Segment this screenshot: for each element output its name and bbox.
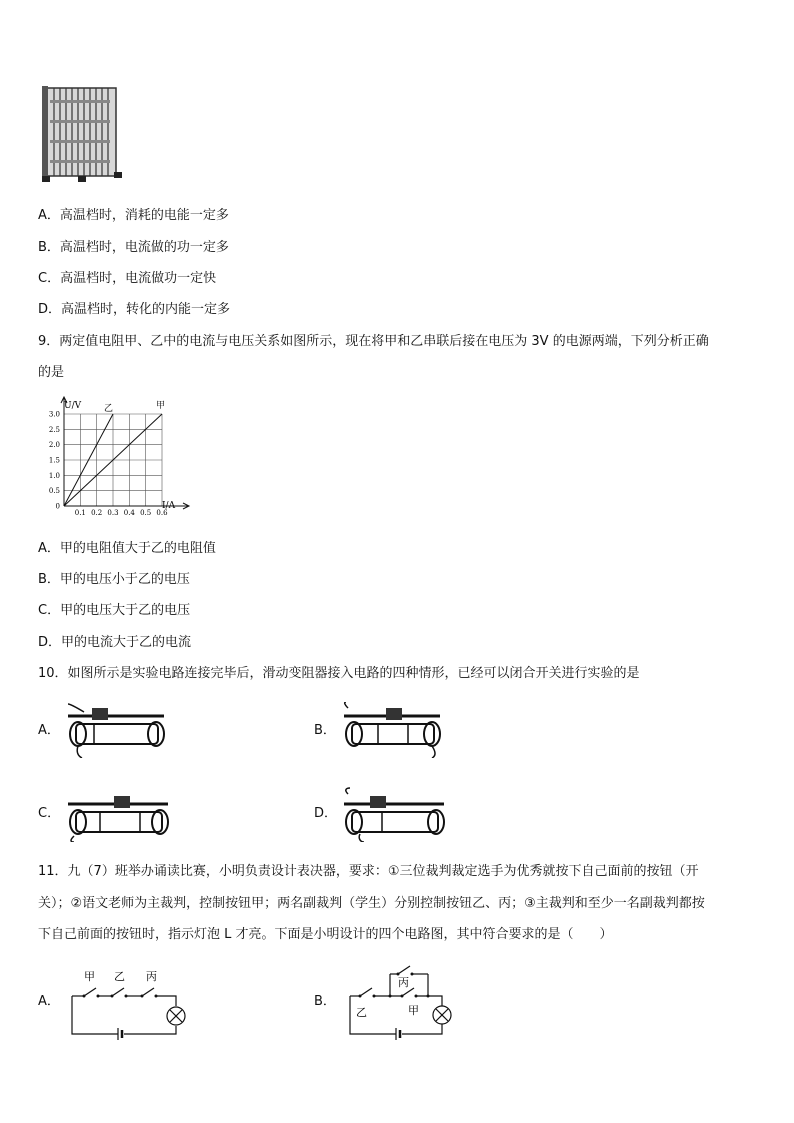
circuit-diagram-b xyxy=(346,960,458,1042)
x-tick-label: 0.4 xyxy=(123,509,135,517)
x-axis-label: I/A xyxy=(162,501,176,511)
y-tick-labels xyxy=(49,411,60,511)
series-label-yi: 乙 xyxy=(104,404,114,414)
x-tick-label: 0.2 xyxy=(91,509,103,517)
switch-label-bing: 丙 xyxy=(146,970,157,983)
oil-heater-image xyxy=(38,80,128,188)
q9-stem-line-2: 的是 xyxy=(38,365,65,380)
y-tick-label: 1.0 xyxy=(48,471,60,480)
q9-option-d: D．甲的电流大于乙的电流 xyxy=(38,635,192,650)
y-tick-label: 3.0 xyxy=(48,410,60,419)
q8-option-c: C．高温档时，电流做功一定快 xyxy=(38,271,217,286)
q8-option-d: D．高温档时，转化的内能一定多 xyxy=(38,302,231,317)
q10-stem: 10．如图所示是实验电路连接完毕后，滑动变阻器接入电路的四种情形，已经可以闭合开关进行实验的是 xyxy=(38,666,640,681)
q9-stem-line-1: 9．两定值电阻甲、乙中的电流与电压关系如图所示，现在将甲和乙串联后接在电压为 3V 的电源两端，下列分析正确 xyxy=(38,334,709,349)
q11-label-b: B． xyxy=(314,994,336,1009)
q10-label-b: B． xyxy=(314,723,336,738)
q11-label-a: A． xyxy=(38,994,60,1009)
switch-label-jia: 甲 xyxy=(84,970,95,983)
y-tick-label: 1.5 xyxy=(48,456,60,465)
y-tick-label: 0.5 xyxy=(48,487,60,496)
y-tick-label: 0 xyxy=(55,502,60,511)
q10-label-c: C． xyxy=(38,806,61,821)
x-tick-label: 0.6 xyxy=(156,509,168,517)
x-tick-label: 0.1 xyxy=(74,509,86,517)
rheostat-figure-d xyxy=(340,786,450,842)
x-tick-label: 0.3 xyxy=(107,509,119,517)
q11-stem-line-2: 关）；②语文老师为主裁判，控制按钮甲；两名副裁判（学生）分别控制按钮乙、丙；③主裁判和至少一名副裁判都按 xyxy=(38,896,705,911)
switch-label-yi-b: 乙 xyxy=(356,1006,367,1019)
q10-label-a: A． xyxy=(38,723,60,738)
q11-stem-line-1: 11．九（7）班举办诵读比赛，小明负责设计表决器，要求：①三位裁判裁定选手为优秀就按下自己面前的按钮（开 xyxy=(38,864,699,879)
switch-label-jia-b: 甲 xyxy=(408,1004,419,1017)
rheostat-figure-b xyxy=(340,702,450,758)
q9-option-a: A．甲的电阻值大于乙的电阻值 xyxy=(38,541,216,556)
q9-option-b: B．甲的电压小于乙的电压 xyxy=(38,572,190,587)
x-tick-labels xyxy=(75,509,168,517)
y-tick-label: 2.0 xyxy=(48,441,60,450)
switch-label-bing-b: 丙 xyxy=(398,976,409,989)
q9-option-c: C．甲的电压大于乙的电压 xyxy=(38,603,191,618)
y-tick-label: 2.5 xyxy=(48,425,60,434)
rheostat-figure-a xyxy=(64,702,174,758)
rheostat-figure-c xyxy=(64,786,174,842)
q11-stem-line-3: 下自己前面的按钮时，指示灯泡 L 才亮。下面是小明设计的四个电路图，其中符合要求的是（ ） xyxy=(38,927,613,942)
q8-option-b: B．高温档时，电流做的功一定多 xyxy=(38,240,229,255)
u-i-chart xyxy=(38,394,198,526)
q10-label-d: D． xyxy=(314,806,338,821)
circuit-diagram-a xyxy=(68,966,188,1042)
switch-label-yi: 乙 xyxy=(114,970,125,983)
q8-option-a: A．高温档时，消耗的电能一定多 xyxy=(38,208,229,223)
series-label-jia: 甲 xyxy=(156,401,166,411)
x-tick-label: 0.5 xyxy=(140,509,152,517)
y-axis-label: U/V xyxy=(64,401,82,411)
